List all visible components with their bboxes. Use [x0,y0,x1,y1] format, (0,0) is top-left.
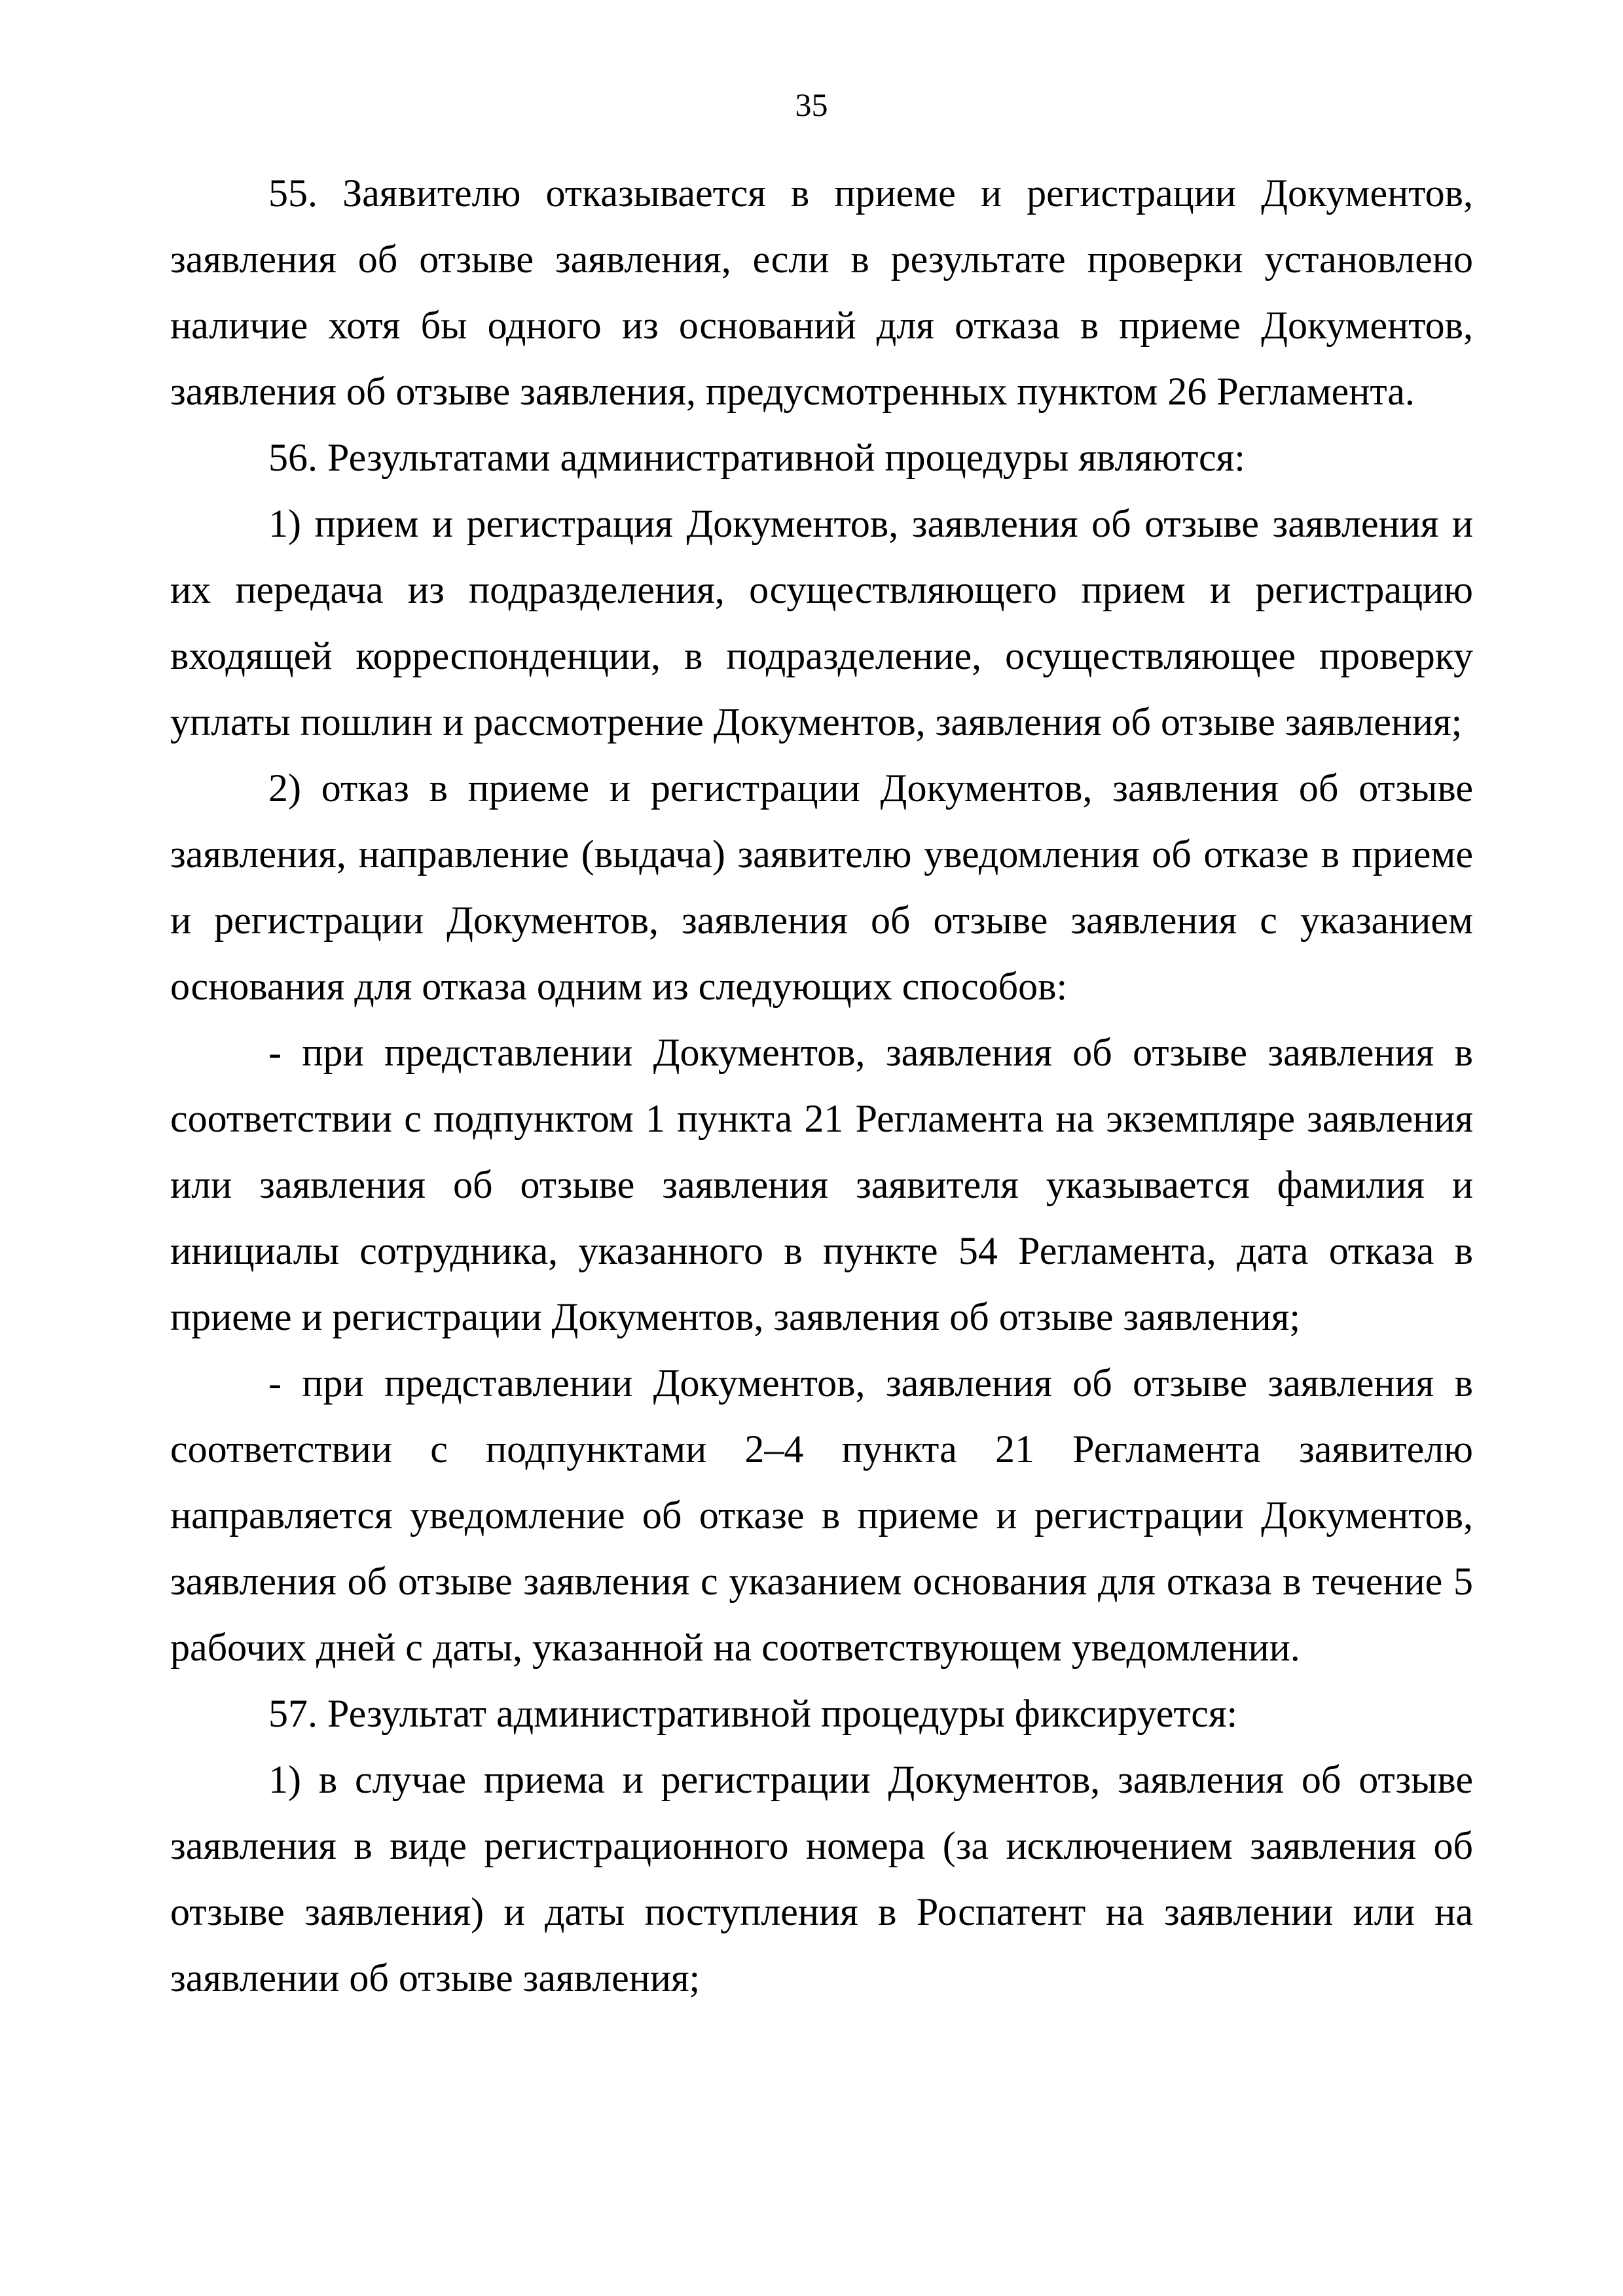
paragraph-56-item-2-dash-2: - при представлении Документов, заявления об отзыве заявления в соответствии с подпунктами 2–4 пункта 21 Регламента заявителю направляется уведомление об отказе в приеме и регистрации Документов, заявления об отзыве заявления с указанием основания для отказа в течение 5 рабочих дней с даты, указанной на соответствующем уведомлении. [170,1361,1473,1669]
document-body [170,160,1473,2011]
paragraph-57: 57. Результат административной процедуры фиксируется: [268,1692,1238,1735]
paragraph-57-item-1: 1) в случае приема и регистрации Документов, заявления об отзыве заявления в виде регистрационного номера (за исключением заявления об отзыве заявления) и даты поступления в Роспатент на заявлении или на заявлении об отзыве заявления; [170,1758,1473,2000]
paragraph-56-item-2-dash-1: - при представлении Документов, заявления об отзыве заявления в соответствии с подпунктом 1 пункта 21 Регламента на экземпляре заявления или заявления об отзыве заявления заявителя указывается фамилия и инициалы сотрудника, указанного в пункте 54 Регламента, дата отказа в приеме и регистрации Документов, заявления об отзыве заявления; [170,1031,1473,1338]
paragraph-56-item-2: 2) отказ в приеме и регистрации Документов, заявления об отзыве заявления, направление (выдача) заявителю уведомления об отказе в приеме и регистрации Документов, заявления об отзыве заявления с указанием основания для отказа одним из следующих способов: [170,766,1473,1008]
page-number: 35 [795,86,828,123]
paragraph-56-item-1: 1) прием и регистрация Документов, заявления об отзыве заявления и их передача из подразделения, осуществляющего прием и регистрацию входящей корреспонденции, в подразделение, осуществляющее проверку уплаты пошлин и рассмотрение Документов, заявления об отзыве заявления; [170,502,1473,744]
paragraph-56: 56. Результатами административной процедуры являются: [268,436,1245,479]
paragraph-55: 55. Заявителю отказывается в приеме и регистрации Документов, заявления об отзыве заявления, если в результате проверки установлено наличие хотя бы одного из оснований для отказа в приеме Документов, заявления об отзыве заявления, предусмотренных пунктом 26 Регламента. [170,171,1473,413]
